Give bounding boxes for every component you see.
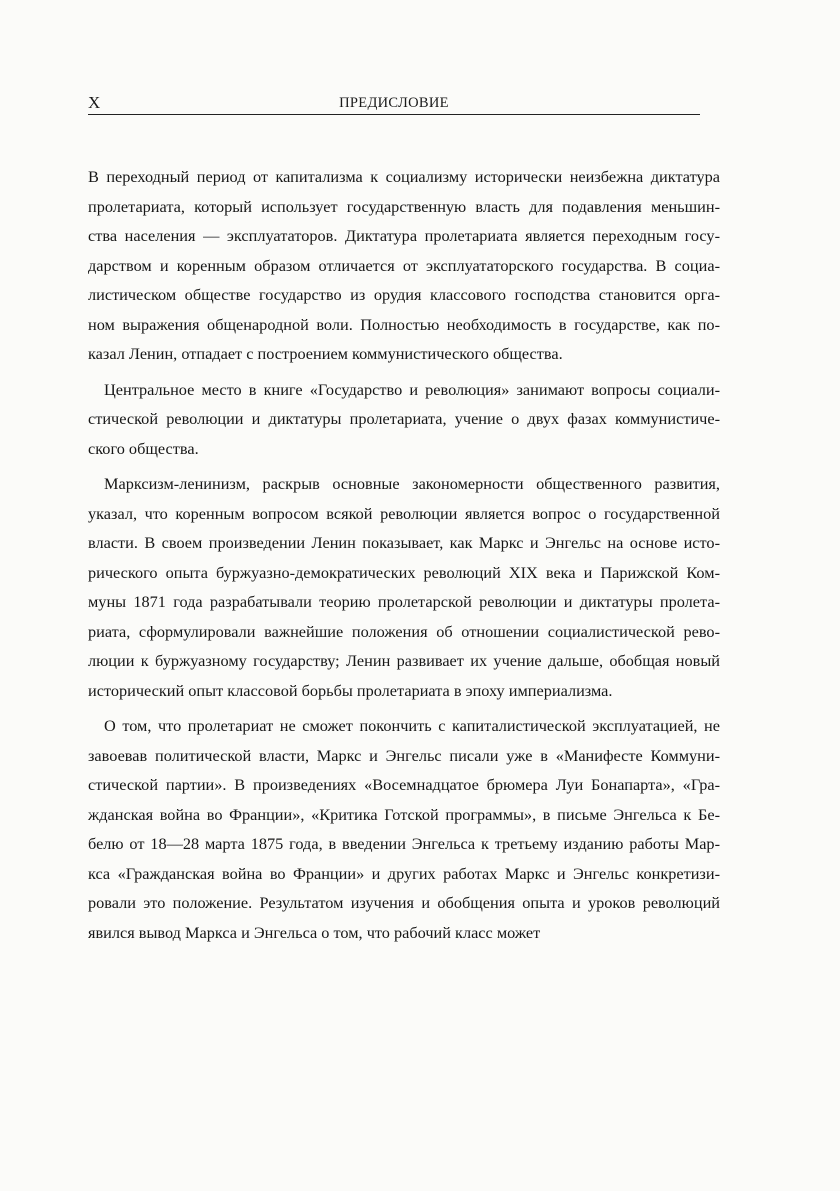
text-line: люции к буржуазному государству; Ленин развивает их учение дальше, обобщая новый [88, 651, 720, 670]
running-title: ПРЕДИСЛОВИЕ [339, 95, 449, 111]
text-line: дарством и коренным образом отличается от эксплуататорского государства. В социа- [88, 255, 720, 275]
text-line: О том, что пролетариат не сможет покончить с капиталистической эксплуатацией, не [104, 716, 720, 735]
page-number: X [88, 93, 101, 112]
paragraph-1 [88, 162, 720, 369]
text-line: Марксизм-ленинизм, раскрыв основные закономерности общественного развития, [104, 474, 720, 493]
text-line: исторический опыт классовой борьбы пролетариата в эпоху империализма. [88, 680, 613, 700]
text-line: ства населения — эксплуататоров. Диктатура пролетариата является переходным госу- [88, 226, 720, 245]
text-line: муны 1871 года разрабатывали теорию пролетарской революции и диктатуры пролета- [88, 592, 720, 611]
text-line: рического опыта буржуазно-демократических революций XIX века и Парижской Ком- [88, 562, 720, 582]
text-line: листическом обществе государство из орудия классового господства становится орга- [88, 285, 720, 304]
text-line: указал, что коренным вопросом всякой революции является вопрос о государственной [88, 503, 720, 523]
text-line: белю от 18—28 марта 1875 года, в введении Энгельса к третьему изданию работы Мар- [88, 834, 720, 853]
text-line: стической партии». В произведениях «Восемнадцатое брюмера Луи Бонапарта», «Гра- [88, 775, 720, 794]
text-line: жданская война во Франции», «Критика Готской программы», в письме Энгельса к Бе- [88, 804, 720, 824]
body-text [88, 162, 720, 953]
paragraph-4 [88, 711, 720, 947]
text-line: ровали это положение. Результатом изучения и обобщения опыта и уроков революций [88, 893, 720, 912]
text-line: власти. В своем произведении Ленин показывает, как Маркс и Энгельс на основе исто- [88, 533, 720, 552]
text-line: риата, сформулировали важнейшие положения об отношении социалистической рево- [88, 621, 720, 641]
text-line: казал Ленин, отпадает с построением коммунистического общества. [88, 344, 563, 363]
text-line: В переходный период от капитализма к социализму исторически неизбежна диктатура [88, 167, 720, 186]
paragraph-3 [88, 469, 720, 705]
text-line: ном выражения общенародной воли. Полностью необходимость в государстве, как по- [88, 314, 720, 334]
text-line: Центральное место в книге «Государство и революция» занимают вопросы социали- [104, 379, 720, 399]
page-header [88, 92, 700, 115]
text-line: кса «Гражданская война во Франции» и других работах Маркс и Энгельс конкретизи- [88, 863, 720, 883]
text-line: стической революции и диктатуры пролетариата, учение о двух фазах коммунистиче- [88, 409, 720, 428]
paragraph-2 [88, 375, 720, 464]
text-line: явился вывод Маркса и Энгельса о том, что рабочий класс может [88, 922, 541, 942]
text-line: ского общества. [88, 438, 199, 458]
text-line: пролетариата, который использует государственную власть для подавления меньшин- [88, 196, 720, 216]
text-line: завоевав политической власти, Маркс и Энгельс писали уже в «Манифесте Коммуни- [88, 745, 720, 765]
